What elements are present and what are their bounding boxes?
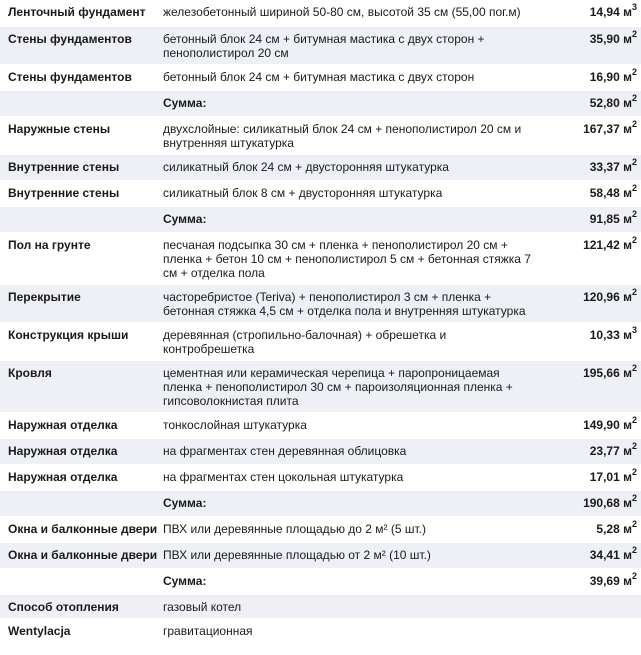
quantity-cell xyxy=(535,438,641,464)
quantity-cell xyxy=(535,322,641,360)
element-name: Wentylacja xyxy=(0,618,155,642)
unit-exponent: 2 xyxy=(631,466,637,477)
table-row xyxy=(0,322,641,360)
element-description: деревянная (стропильно-балочная) + обрешетка и контробрешетка xyxy=(155,322,535,360)
quantity-cell xyxy=(535,206,641,232)
quantity-cell xyxy=(535,116,641,154)
quantity-value: 91,85 м xyxy=(589,211,632,226)
unit-exponent: 2 xyxy=(631,92,637,103)
element-name xyxy=(0,568,155,594)
element-name: Способ отопления xyxy=(0,594,155,618)
unit-exponent: 3 xyxy=(631,2,637,12)
element-name: Наружная отделка xyxy=(0,412,155,438)
quantity-cell xyxy=(535,594,641,618)
quantity-value: 195,66 м xyxy=(583,365,632,380)
table-row xyxy=(0,116,641,154)
quantity-value: 34,41 м xyxy=(589,547,632,562)
quantity-value: 190,68 м xyxy=(583,495,632,510)
sum-label: Сумма: xyxy=(155,206,535,232)
element-name: Пол на грунте xyxy=(0,232,155,284)
element-name: Окна и балконные двери xyxy=(0,542,155,568)
element-name: Внутренние стены xyxy=(0,180,155,206)
unit-exponent: 2 xyxy=(631,28,637,39)
element-name: Ленточный фундамент xyxy=(0,0,155,26)
table-row xyxy=(0,360,641,412)
quantity-cell xyxy=(535,412,641,438)
table-row xyxy=(0,26,641,64)
quantity-cell xyxy=(535,64,641,90)
unit-exponent: 2 xyxy=(631,208,637,219)
element-description: цементная или керамическая черепица + паропроницаемая пленка + пенополистирол 30 см + пароизоляционная пленка + гипсоволокнистая плита xyxy=(155,360,535,412)
quantity-value: 10,33 м xyxy=(589,327,632,342)
element-description: ПВХ или деревянные площадью от 2 м² (10 шт.) xyxy=(155,542,535,568)
quantity-cell xyxy=(535,26,641,64)
quantity-cell xyxy=(535,516,641,542)
element-description: на фрагментах стен деревянная облицовка xyxy=(155,438,535,464)
table-row xyxy=(0,438,641,464)
sum-row xyxy=(0,490,641,516)
quantity-value: 121,42 м xyxy=(583,237,632,252)
element-description: бетонный блок 24 см + битумная мастика с двух сторон + пенополистирол 20 см xyxy=(155,26,535,64)
quantity-cell xyxy=(535,180,641,206)
unit-exponent: 2 xyxy=(631,440,637,451)
element-name: Наружная отделка xyxy=(0,438,155,464)
element-description: силикатный блок 24 см + двусторонняя штукатурка xyxy=(155,154,535,180)
table-row xyxy=(0,0,641,26)
table-row xyxy=(0,232,641,284)
unit-exponent: 2 xyxy=(631,492,637,503)
unit-exponent: 2 xyxy=(631,518,637,529)
table-row xyxy=(0,154,641,180)
table-row xyxy=(0,516,641,542)
sum-label: Сумма: xyxy=(155,490,535,516)
element-name: Кровля xyxy=(0,360,155,412)
sum-label: Сумма: xyxy=(155,568,535,594)
table-row xyxy=(0,180,641,206)
unit-exponent: 2 xyxy=(631,414,637,425)
unit-exponent: 2 xyxy=(631,286,637,297)
quantity-cell xyxy=(535,284,641,322)
table-row xyxy=(0,464,641,490)
quantity-cell xyxy=(535,360,641,412)
element-description: бетонный блок 24 см + битумная мастика с двух сторон xyxy=(155,64,535,90)
quantity-value: 17,01 м xyxy=(589,469,632,484)
unit-exponent: 2 xyxy=(631,570,637,581)
quantity-cell xyxy=(535,618,641,642)
element-description: железобетонный шириной 50-80 см, высотой 35 см (55,00 пог.м) xyxy=(155,0,535,26)
quantity-value: 33,37 м xyxy=(589,159,632,174)
table-row xyxy=(0,284,641,322)
quantity-value: 167,37 м xyxy=(583,121,632,136)
unit-exponent: 2 xyxy=(631,234,637,245)
element-description: на фрагментах стен цокольная штукатурка xyxy=(155,464,535,490)
table-row xyxy=(0,618,641,642)
element-description: силикатный блок 8 см + двусторонняя штукатурка xyxy=(155,180,535,206)
table-row xyxy=(0,542,641,568)
element-name: Перекрытие xyxy=(0,284,155,322)
table-row xyxy=(0,64,641,90)
element-name xyxy=(0,206,155,232)
quantity-value: 5,28 м xyxy=(596,521,632,536)
element-description: гравитационная xyxy=(155,618,535,642)
quantity-cell xyxy=(535,0,641,26)
element-description: песчаная подсыпка 30 см + пленка + пенополистирол 20 см + пленка + бетон 10 см + пенополистирол 5 см + бетонная стяжка 7 см + отделка пола xyxy=(155,232,535,284)
element-description: двухслойные: силикатный блок 24 см + пенополистирол 20 см и внутренняя штукатурка xyxy=(155,116,535,154)
element-name: Наружная отделка xyxy=(0,464,155,490)
unit-exponent: 3 xyxy=(631,324,637,335)
quantity-value: 35,90 м xyxy=(589,31,632,46)
sum-row xyxy=(0,568,641,594)
table-row xyxy=(0,594,641,618)
table-row xyxy=(0,412,641,438)
quantity-value: 16,90 м xyxy=(589,69,632,84)
sum-label: Сумма: xyxy=(155,90,535,116)
unit-exponent: 2 xyxy=(631,66,637,77)
unit-exponent: 2 xyxy=(631,118,637,129)
element-description: тонкослойная штукатурка xyxy=(155,412,535,438)
quantity-cell xyxy=(535,490,641,516)
quantity-cell xyxy=(535,568,641,594)
quantity-cell xyxy=(535,542,641,568)
quantity-value: 52,80 м xyxy=(589,95,632,110)
element-description: часторебристое (Teriva) + пенополистирол 3 см + пленка + бетонная стяжка 4,5 см + отделка пола и внутренняя штукатурка xyxy=(155,284,535,322)
element-name xyxy=(0,490,155,516)
element-name: Наружные стены xyxy=(0,116,155,154)
quantity-value: 58,48 м xyxy=(589,185,632,200)
quantity-cell xyxy=(535,464,641,490)
sum-row xyxy=(0,90,641,116)
unit-exponent: 2 xyxy=(631,362,637,373)
quantity-cell xyxy=(535,90,641,116)
element-name: Стены фундаментов xyxy=(0,64,155,90)
element-description: газовый котел xyxy=(155,594,535,618)
quantity-value: 39,69 м xyxy=(589,573,632,588)
element-name: Окна и балконные двери xyxy=(0,516,155,542)
quantity-cell xyxy=(535,232,641,284)
unit-exponent: 2 xyxy=(631,544,637,555)
quantity-value: 14,94 м xyxy=(589,5,632,19)
element-name: Конструкция крыши xyxy=(0,322,155,360)
element-name: Стены фундаментов xyxy=(0,26,155,64)
quantity-cell xyxy=(535,154,641,180)
unit-exponent: 2 xyxy=(631,156,637,167)
sum-row xyxy=(0,206,641,232)
element-name: Внутренние стены xyxy=(0,154,155,180)
unit-exponent: 2 xyxy=(631,182,637,193)
quantity-value: 120,96 м xyxy=(583,289,632,304)
element-description: ПВХ или деревянные площадью до 2 м² (5 шт.) xyxy=(155,516,535,542)
quantity-value: 23,77 м xyxy=(589,443,632,458)
quantity-value: 149,90 м xyxy=(583,417,632,432)
element-name xyxy=(0,90,155,116)
